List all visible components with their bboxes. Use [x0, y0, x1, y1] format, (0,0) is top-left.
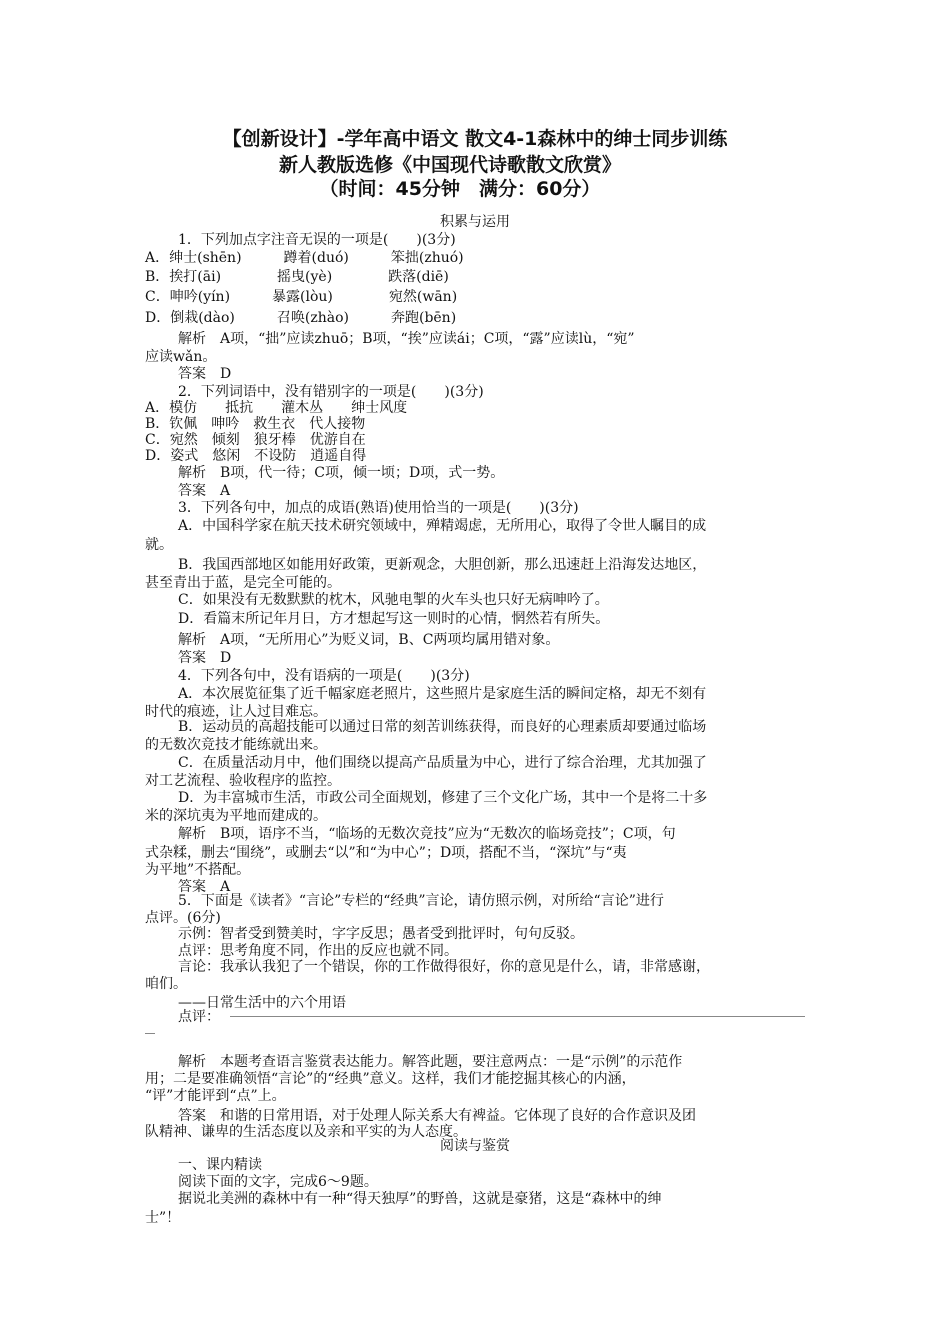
section1-line: 米的深坑夷为平地而建成的。 [145, 808, 327, 824]
document-title-time-score: （时间：45分钟 满分：60分） [319, 178, 601, 200]
section1-line: 应读wǎn。 [145, 349, 217, 365]
section1-line: 4．下列各句中，没有语病的一项是( )(3分) [178, 668, 470, 684]
section1-line: C．在质量活动月中，他们围绕以提高产品质量为中心，进行了综合治理，尤其加强了 [178, 755, 707, 771]
section1-line: C．呻吟(yín) 暴露(lòu) 宛然(wān) [145, 289, 458, 305]
section1-line: “评”才能评到“点”上。 [145, 1088, 286, 1104]
section1-line: 的无数次竞技才能练就出来。 [145, 737, 327, 753]
section1-line: A．绅士(shēn) 蹲着(duó) 笨拙(zhuó) [145, 250, 464, 266]
section1-line: 解析 B项，语序不当，“临场的无数次竞技”应为“无数次的临场竞技”；C项，句 [178, 826, 676, 842]
section1-line: 1．下列加点字注音无误的一项是( )(3分) [178, 232, 456, 248]
section1-line: 答案 D [178, 650, 232, 666]
section1-line: 解析 A项，“无所用心”为贬义词，B、C两项均属用错对象。 [178, 632, 560, 648]
section1-line: 示例：智者受到赞美时，字字反思；愚者受到批评时，句句反驳。 [178, 926, 584, 942]
section1-line: 解析 A项，“拙”应读zhuō；B项，“挨”应读ái；C项，“露”应读lù，“宛” [178, 331, 635, 347]
section1-line: 为平地”不搭配。 [145, 862, 251, 878]
answer-blank-line-continued [145, 1033, 155, 1034]
section1-line: 3．下列各句中，加点的成语(熟语)使用恰当的一项是( )(3分) [178, 500, 579, 516]
section1-line: 点评：思考角度不同，作出的反应也就不同。 [178, 943, 458, 959]
section1-line: 言论：我承认我犯了一个错误，你的工作做得很好，你的意见是什么，请，非常感谢， [178, 959, 710, 975]
section1-line: D．为丰富城市生活，市政公司全面规划，修建了三个文化广场，其中一个是将二十多 [178, 790, 708, 806]
section1-line: D．倒栽(dào) 召唤(zhào) 奔跑(bēn) [145, 310, 457, 326]
section-heading-reading: 阅读与鉴赏 [440, 1138, 510, 1154]
section1-line: ——日常生活中的六个用语 [178, 995, 346, 1011]
document-title-line1: 【创新设计】-学年高中语文 散文4-1森林中的绅士同步训练 [222, 128, 728, 150]
section1-line: D．看篇末所记年月日，方才想起写这一则时的心情，惘然若有所失。 [178, 611, 610, 627]
section1-line: 答案 和谐的日常用语，对于处理人际关系大有裨益。它体现了良好的合作意识及团 [178, 1108, 696, 1124]
section1-line: 解析 本题考查语言鉴赏表达能力。解答此题，要注意两点：一是“示例”的示范作 [178, 1054, 683, 1070]
section1-line: 队精神、谦卑的生活态度以及亲和平实的为人态度。 [145, 1124, 467, 1140]
section1-line: 点评： [178, 1009, 220, 1025]
section1-line: 式杂糅，删去“围绕”，或删去“以”和“为中心”；D项，搭配不当，“深坑”与“夷 [145, 845, 627, 861]
section2-line: 士”！ [145, 1210, 181, 1226]
section2-line: 阅读下面的文字，完成6～9题。 [178, 1174, 378, 1190]
section1-line: B．钦佩 呻吟 救生衣 代人接物 [145, 416, 366, 432]
answer-blank-line [230, 1016, 805, 1017]
section1-line: 咱们。 [145, 976, 187, 992]
section2-line: 一、课内精读 [178, 1157, 262, 1173]
section1-line: 就。 [145, 537, 173, 553]
section1-line: 解析 B项，代一待；C项，倾一顷；D项，式一势。 [178, 465, 505, 481]
section1-line: 答案 A [178, 483, 231, 499]
section1-line: B．我国西部地区如能用好政策，更新观念，大胆创新，那么迅速赶上沿海发达地区， [178, 557, 707, 573]
section1-line: C．如果没有无数默默的枕木，风驰电掣的火车头也只好无病呻吟了。 [178, 592, 609, 608]
document-title-line2: 新人教版选修《中国现代诗歌散文欣赏》 [278, 154, 621, 176]
section1-line: 答案 D [178, 366, 232, 382]
section1-line: A．模仿 抵抗 灌木丛 绅士风度 [145, 400, 408, 416]
section1-line: B．挨打(āi) 摇曳(yè) 跌落(diē) [145, 269, 449, 285]
section1-line: 用；二是要准确领悟“言论”的“经典”意义。这样，我们才能挖掘其核心的内涵， [145, 1071, 636, 1087]
section1-line: D．姿式 悠闲 不设防 逍遥自得 [145, 448, 367, 464]
section1-line: 对工艺流程、验收程序的监控。 [145, 773, 341, 789]
section1-line: C．宛然 倾刻 狼牙棒 优游自在 [145, 432, 366, 448]
section2-line: 据说北美洲的森林中有一种“得天独厚”的野兽，这就是豪猪，这是“森林中的绅 [178, 1191, 662, 1207]
section1-line: A．中国科学家在航天技术研究领域中，殚精竭虑，无所用心，取得了令世人瞩目的成 [178, 518, 707, 534]
section1-line: 甚至青出于蓝，是完全可能的。 [145, 575, 341, 591]
section1-line: 答案 A [178, 879, 231, 895]
section-heading-accumulation: 积累与运用 [440, 214, 510, 230]
section1-line: 5．下面是《读者》“言论”专栏的“经典”言论，请仿照示例，对所给“言论”进行 [178, 893, 664, 909]
section1-line: A．本次展览征集了近千幅家庭老照片，这些照片是家庭生活的瞬间定格，却无不刻有 [178, 686, 707, 702]
section1-line: B．运动员的高超技能可以通过日常的刻苦训练获得，而良好的心理素质却要通过临场 [178, 719, 707, 735]
section1-line: 2．下列词语中，没有错别字的一项是( )(3分) [178, 384, 484, 400]
section1-line: 点评。(6分) [145, 910, 221, 926]
section1-line: 时代的痕迹，让人过目难忘。 [145, 704, 327, 720]
